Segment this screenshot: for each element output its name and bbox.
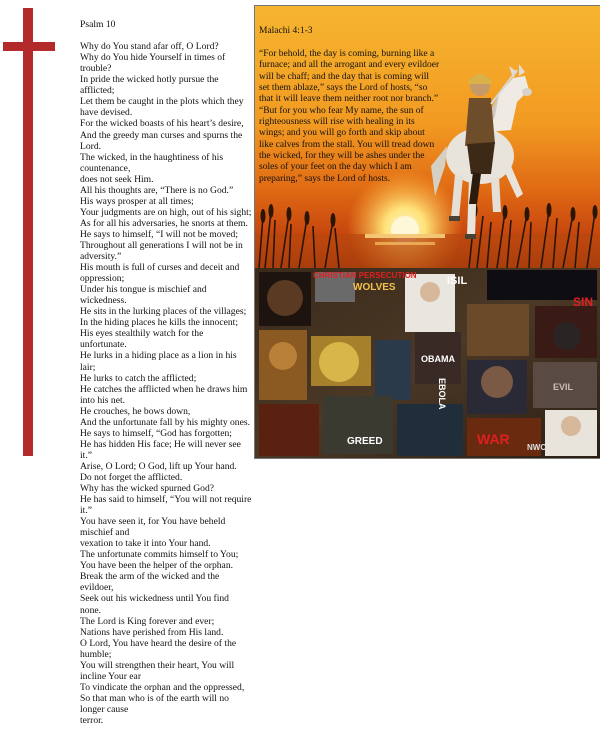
psalm-line: For the wicked boasts of his heart’s desire,	[80, 118, 244, 130]
psalm-lines	[80, 41, 252, 726]
artwork-panel	[254, 5, 600, 459]
malachi-line: “But for you who fear My name, the sun of	[259, 105, 424, 116]
psalm-line: He catches the afflicted when he draws him into his net.	[80, 383, 248, 406]
malachi-line: the wicked, for they will be ashes under the	[259, 151, 425, 162]
label-wolves: WOLVES	[353, 282, 396, 293]
psalm-line: And the unfortunate fall by his mighty ones.	[80, 416, 250, 428]
psalm-line: You will strengthen their heart, You will incline Your ear	[80, 659, 235, 682]
psalm-line: does not seek Him.	[80, 173, 154, 185]
psalm-line: Your judgments are on high, out of his sight;	[80, 206, 252, 218]
label-isil: ISIL	[447, 275, 468, 287]
psalm-line: Under his tongue is mischief and wickedness.	[80, 284, 207, 307]
malachi-line: that it will leave them neither root nor branch.”	[259, 94, 439, 105]
psalm-line: Arise, O Lord; O God, lift up Your hand.	[80, 460, 237, 472]
malachi-line: wings; and you will go forth and skip about	[259, 128, 425, 139]
label-ebola: EBOLA	[437, 378, 447, 410]
psalm-line: In pride the wicked hotly pursue the afflicted;	[80, 74, 219, 97]
label-greed: GREED	[347, 436, 383, 447]
psalm-line: Do not forget the afflicted.	[80, 471, 183, 483]
psalm-line: terror.	[80, 715, 104, 726]
psalm-line: Throughout all generations I will not be in adversity.”	[80, 239, 243, 263]
label-christian-persecution: CHRISTIAN PERSECUTION	[313, 271, 417, 280]
psalm-line: The Lord is King forever and ever;	[80, 615, 215, 627]
label-evil: EVIL	[553, 382, 574, 392]
malachi-line: will be chaff; and the day that is coming will	[259, 71, 429, 82]
psalm-line: Seek out his wickedness until You find none.	[80, 593, 229, 616]
psalm-line: Why do You hide Yourself in times of trouble?	[80, 52, 226, 75]
psalm-line: Nations have perished from His land.	[80, 626, 224, 638]
psalm-line: vexation to take it into Your hand.	[80, 538, 211, 550]
psalm-line: He lurks in a hiding place as a lion in his lair;	[80, 350, 237, 373]
water	[255, 234, 600, 268]
psalm-line: He lurks to catch the afflicted;	[80, 372, 197, 384]
psalm-line: To vindicate the orphan and the oppressed,	[80, 681, 245, 693]
psalm-line: In the hiding places he kills the innocent;	[80, 317, 238, 329]
psalm-line: Why do You stand afar off, O Lord?	[80, 41, 219, 53]
red-cross-vertical	[23, 8, 33, 456]
label-obama: OBAMA	[421, 354, 455, 364]
psalm-line: All his thoughts are, “There is no God.”	[80, 184, 234, 196]
malachi-text-block	[259, 15, 447, 197]
psalm-line: His eyes stealthily watch for the unfortunate.	[80, 328, 204, 351]
psalm-line: His mouth is full of curses and deceit and oppression;	[80, 262, 240, 285]
psalm-line: As for all his adversaries, he snorts at them.	[80, 217, 248, 229]
malachi-lines	[259, 49, 447, 185]
malachi-title: Malachi 4:1-3	[259, 26, 313, 37]
psalm-title: Psalm 10	[80, 19, 116, 31]
malachi-line: righteousness will rise with healing in its	[259, 117, 415, 128]
psalm-line: He sits in the lurking places of the villages;	[80, 306, 247, 318]
psalm-line: So that man who is of the earth will no longer cause	[80, 692, 229, 715]
label-war: WAR	[477, 431, 510, 447]
psalm-line: Let them be caught in the plots which they have devised.	[80, 96, 244, 119]
psalm-line: You have seen it, for You have beheld mischief and	[80, 516, 226, 539]
malachi-line: preparing,” says the Lord of hosts.	[259, 173, 391, 184]
psalm-line: He says to himself, “I will not be moved;	[80, 228, 239, 240]
label-sin: SIN	[573, 295, 594, 309]
psalm-line: The wicked, in the haughtiness of his countenance,	[80, 151, 224, 174]
psalm-line: He has said to himself, “You will not require it.”	[80, 494, 252, 517]
psalm-line: His ways prosper at all times;	[80, 195, 194, 207]
psalm-line: You have been the helper of the orphan.	[80, 560, 234, 572]
malachi-line: soles of your feet on the day which I am	[259, 162, 412, 173]
psalm-line: He crouches, he bows down,	[80, 405, 191, 417]
malachi-line: set them ablaze,” says the Lord of hosts, “so	[259, 83, 428, 94]
psalm-line: Why has the wicked spurned God?	[80, 483, 215, 495]
malachi-line: furnace; and all the arrogant and every evildoer	[259, 60, 440, 71]
psalm-line: And the greedy man curses and spurns the Lord.	[80, 129, 243, 152]
psalm-text-block	[80, 8, 252, 737]
label-nwo: NWO	[527, 443, 547, 452]
psalm-line: He says to himself, “God has forgotten;	[80, 427, 232, 439]
red-cross-horizontal	[3, 42, 55, 51]
psalm-line: O Lord, You have heard the desire of the humble;	[80, 637, 237, 660]
psalm-line: He has hidden His face; He will never see it.”	[80, 438, 241, 461]
psalm-line: Break the arm of the wicked and the evildoer,	[80, 571, 220, 594]
psalm-line: The unfortunate commits himself to You;	[80, 549, 239, 561]
malachi-line: “For behold, the day is coming, burning like a	[259, 49, 435, 60]
malachi-line: like calves from the stall. You will tread down	[259, 139, 435, 150]
